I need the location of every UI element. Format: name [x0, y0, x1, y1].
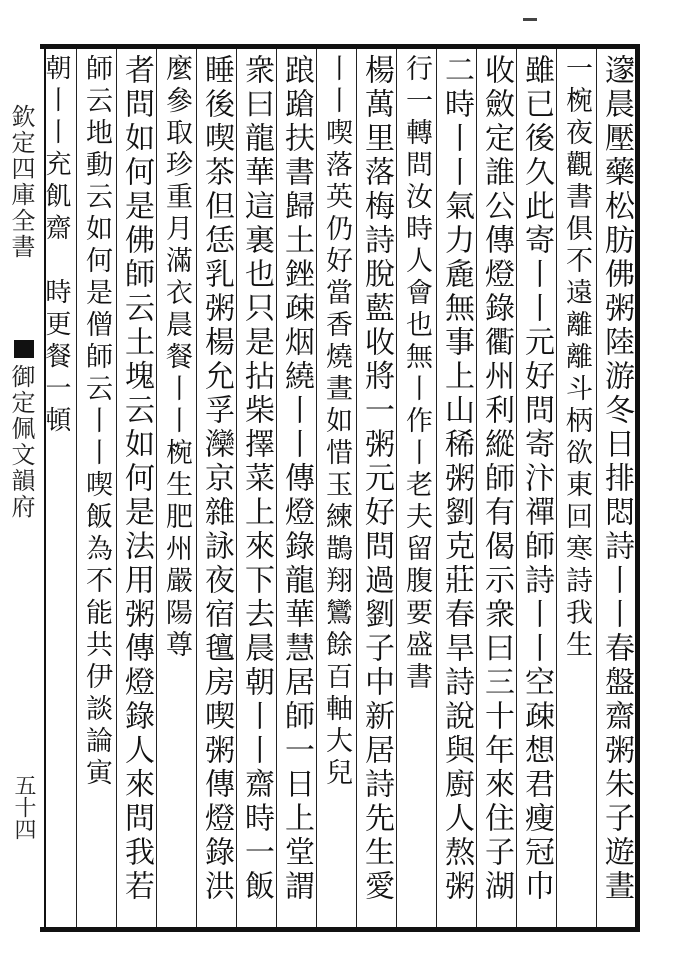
text-column-11: 睡後喫茶但恁乳粥楊允孚灤京雜詠夜宿氊房喫粥傳燈錄洪: [199, 54, 234, 904]
text-column-10: 衆曰龍華這裏也只是拈柴擇菜上來下去晨朝丨丨齋時一飯: [239, 54, 274, 904]
text-column-12: 麼參取珍重月滿衣晨餐丨丨椀生肥州嚴陽尊: [161, 54, 192, 662]
section-label: 御定佩文韻府: [7, 364, 35, 520]
frame-top-border: [40, 44, 640, 49]
fishtail-mark: [14, 340, 34, 358]
margin-strip: [0, 44, 40, 932]
text-column-15: 朝丨丨充飢齋 時更餐一頓: [41, 54, 71, 438]
text-column-14: 師云地動云如何是僧師云丨丨喫飯為不能共伊談論寅: [81, 54, 112, 790]
text-column-2: 一椀夜觀書俱不遠離離斗柄欲東回寒詩我生: [561, 54, 592, 662]
text-column-7: 楊萬里落梅詩脫藍收將一粥元好問過劉子中新居詩先生愛: [359, 54, 394, 904]
text-column-1: 𨗉晨壓藥松肪佛粥陸游冬日排悶詩丨丨春盤齋粥朱子遊晝: [599, 54, 634, 904]
text-column-4: 收斂定誰公傳燈錄衢州利縱師有偈示衆曰三十年來住子湖: [479, 54, 514, 904]
page-number: 五十四: [11, 774, 36, 840]
book-title: 欽定四庫全書: [7, 104, 35, 260]
top-dash: [523, 18, 537, 21]
text-column-9: 踉蹌扶書歸土銼疎烟繞丨丨傳燈錄龍華慧居師一日上堂謂: [279, 54, 314, 904]
frame-bottom-border: [40, 927, 640, 932]
text-column-13: 者問如何是佛師云土塊云如何是法用粥傳燈錄人來問我若: [119, 54, 154, 904]
text-column-3: 雖已後久此寄丨丨元好問寄汴禪師詩丨丨空疎想君瘦冠巾: [519, 54, 554, 904]
text-column-5: 二時丨丨氣力麁無事上山稀粥劉克莊春旱詩說與廚人熬粥: [439, 54, 474, 904]
text-column-8: 丨丨喫落英仍好當香燒晝如惜玉練鵲翔鸞餘百軸大兒: [321, 54, 352, 790]
text-column-6: 行一轉問汝時人會也無丨作丨老夫留腹要盛書: [401, 54, 432, 694]
